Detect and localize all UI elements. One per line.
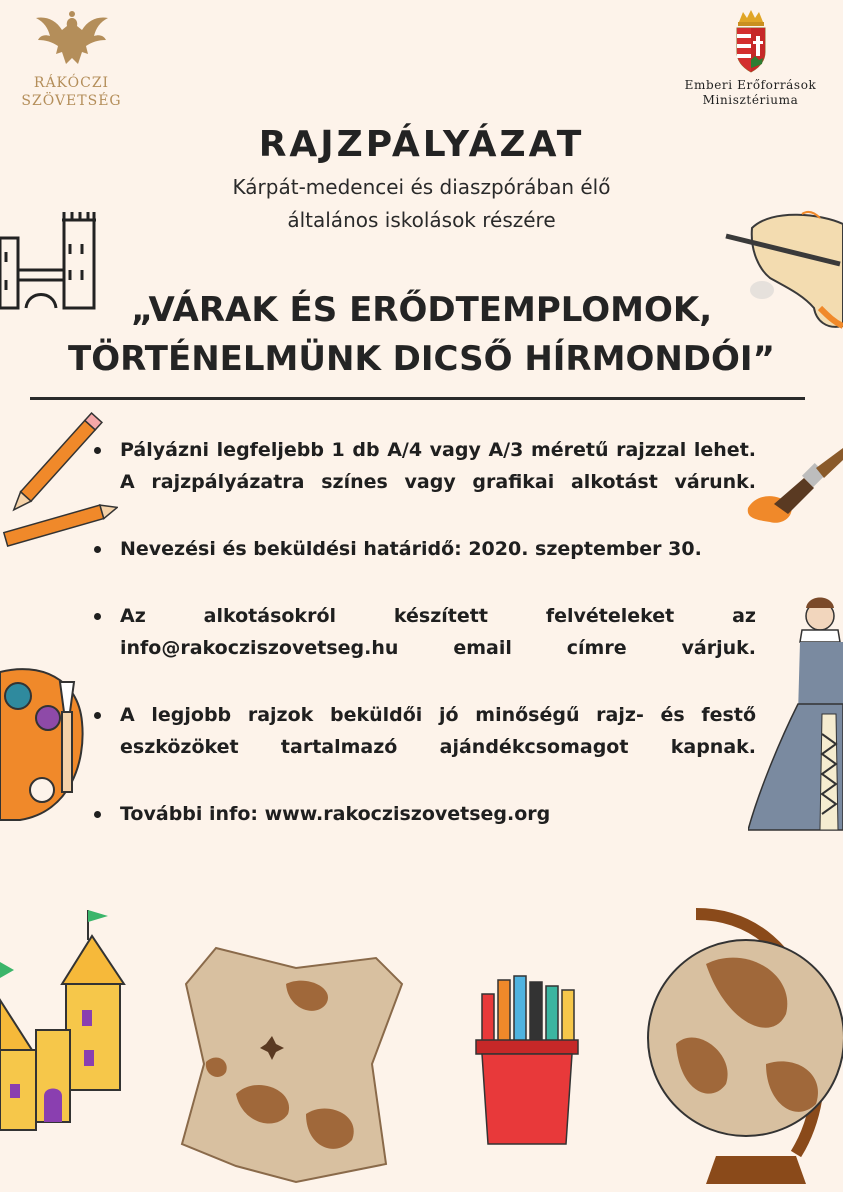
- globe-icon: [646, 904, 843, 1192]
- subtitle-line2: általános iskolások részére: [287, 208, 556, 232]
- motto-line1: „VÁRAK ÉS ERŐDTEMPLOMOK,: [130, 290, 713, 330]
- paint-brush-icon: [744, 448, 843, 528]
- subtitle: [0, 171, 843, 237]
- list-item: A legjobb rajzok beküldői jó minőségű rajz- és festő eszközöket tartalmazó ajándékcsomagot kapnak.: [90, 699, 756, 763]
- emmi-logo-line1: Emberi Erőforrások: [684, 78, 817, 92]
- rakoczi-logo: [14, 8, 129, 110]
- list-item: Az alkotásokról készített felvételeket az info@rakocziszovetseg.hu email címre várjuk.: [90, 600, 756, 664]
- motto-line2: TÖRTÉNELMÜNK DICSŐ HÍRMONDÓI”: [68, 339, 775, 379]
- pencil-cup-icon: [474, 972, 580, 1146]
- page-title: RAJZPÁLYÁZAT: [258, 124, 585, 165]
- emmi-logo-line2: Minisztériuma: [702, 93, 799, 107]
- subtitle-line1: Kárpát-medencei és diaszpórában élő: [232, 175, 611, 199]
- motto: [20, 286, 823, 384]
- old-map-icon: [176, 944, 412, 1188]
- hungarian-coat-of-arms-icon: [731, 8, 771, 74]
- hand-drawing-icon: [722, 208, 843, 336]
- palette-icon: [0, 652, 86, 822]
- list-item: További info: www.rakocziszovetseg.org: [90, 798, 756, 830]
- pencils-icon: [0, 404, 118, 548]
- rakoczi-logo-line2: SZÖVETSÉG: [21, 93, 122, 109]
- list-item: Pályázni legfeljebb 1 db A/4 vagy A/3 méretű rajzzal lehet. A rajzpályázatra színes vagy grafikai alkotást várunk.: [90, 434, 756, 498]
- motto-underline: [30, 397, 805, 400]
- rakoczi-logo-line1: RÁKÓCZI: [33, 75, 110, 91]
- list-item: Nevezési és beküldési határidő: 2020. szeptember 30.: [90, 533, 756, 565]
- castle-icon: [0, 900, 130, 1140]
- bridge-towers-icon: [0, 200, 108, 312]
- emmi-logo: [668, 8, 833, 108]
- eagle-icon: [32, 8, 112, 70]
- historical-lady-icon: [748, 594, 843, 832]
- rules-list: [90, 434, 756, 865]
